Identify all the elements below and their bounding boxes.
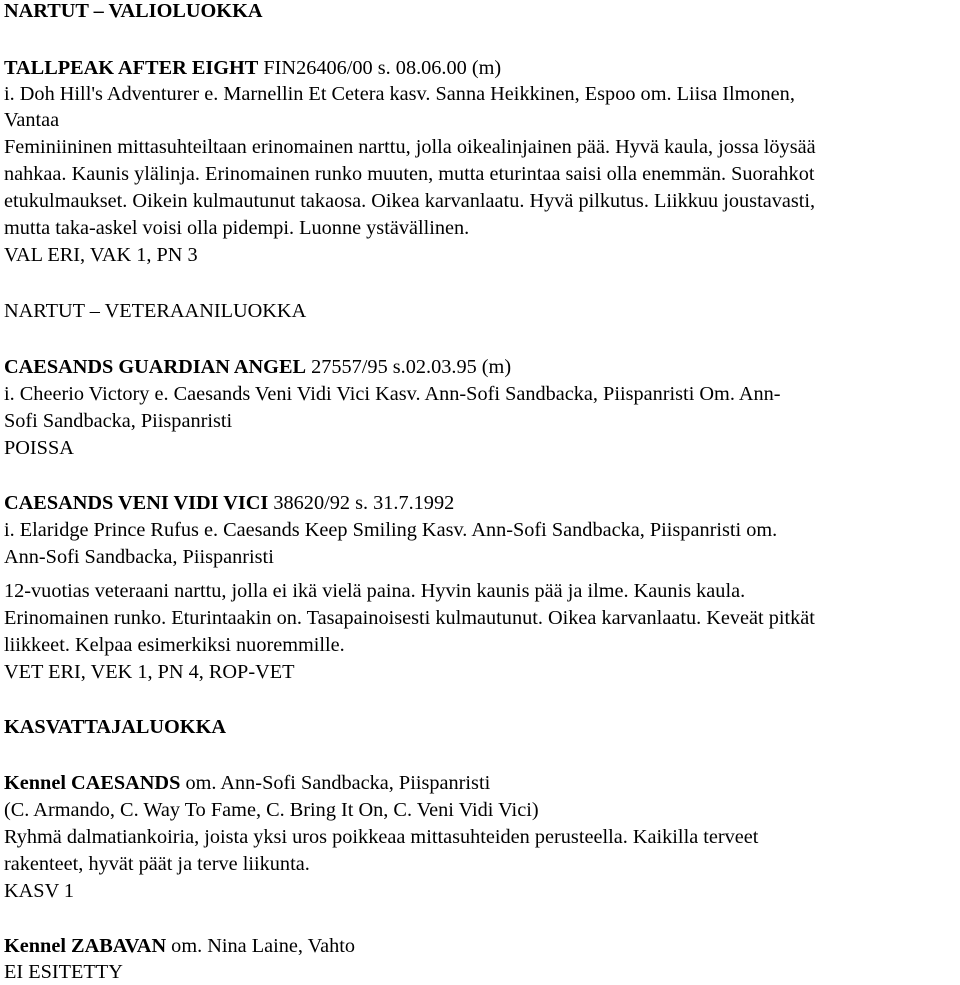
kennel-name: Kennel ZABAVAN: [4, 935, 167, 957]
entry-title-line: [4, 770, 490, 796]
result-line: KASV 1: [4, 880, 75, 902]
lineage-line: i. Cheerio Victory e. Caesands Veni Vidi Vici Kasv. Ann-Sofi Sandbacka, Piispanristi Om. Ann-: [4, 383, 781, 405]
critique-line: Erinomainen runko. Eturintaakin on. Tasapainoisesti kulmautunut. Oikea karvanlaatu. Keveät pitkät: [4, 607, 815, 629]
registration-info: 27557/95 s.02.03.95 (m): [306, 356, 512, 378]
critique-line: etukulmaukset. Oikein kulmautunut takaosa. Oikea karvanlaatu. Hyvä pilkutus. Liikkuu joustavasti,: [4, 190, 816, 212]
dog-name: CAESANDS GUARDIAN ANGEL: [4, 356, 307, 378]
critique-line: Ryhmä dalmatiankoiria, joista yksi uros poikkeaa mittasuhteiden perusteella. Kaikilla terveet: [4, 826, 759, 848]
entry-title-line: [4, 354, 511, 380]
section-heading-kasvattajaluokka: KASVATTAJALUOKKA: [4, 716, 227, 738]
registration-info: 38620/92 s. 31.7.1992: [268, 492, 455, 514]
entry-title-line: [4, 933, 355, 959]
result-line: EI ESITETTY: [4, 961, 123, 983]
result-line: VET ERI, VEK 1, PN 4, ROP-VET: [4, 661, 295, 683]
lineage-line: Vantaa: [4, 109, 60, 131]
critique-line: Feminiininen mittasuhteiltaan erinomainen narttu, jolla oikealinjainen pää. Hyvä kaula, jossa löysää: [4, 136, 816, 158]
dogs-list-line: (C. Armando, C. Way To Fame, C. Bring It On, C. Veni Vidi Vici): [4, 799, 539, 821]
result-line: VAL ERI, VAK 1, PN 3: [4, 244, 198, 266]
result-line: POISSA: [4, 437, 74, 459]
section-heading-veteraaniluokka: NARTUT – VETERAANILUOKKA: [4, 300, 307, 322]
entry-title-line: [4, 490, 454, 516]
registration-info: FIN26406/00 s. 08.06.00 (m): [258, 57, 502, 79]
critique-line: nahkaa. Kaunis ylälinja. Erinomainen runko muuten, mutta eturintaa saisi olla enemmän. Suorahkot: [4, 163, 815, 185]
critique-line: mutta taka-askel voisi olla pidempi. Luonne ystävällinen.: [4, 217, 470, 239]
dog-name: TALLPEAK AFTER EIGHT: [4, 57, 259, 79]
entry-title-line: [4, 55, 501, 81]
lineage-line: i. Elaridge Prince Rufus e. Caesands Keep Smiling Kasv. Ann-Sofi Sandbacka, Piispanristi om.: [4, 519, 778, 541]
dog-name: CAESANDS VENI VIDI VICI: [4, 492, 269, 514]
lineage-line: Sofi Sandbacka, Piispanristi: [4, 410, 233, 432]
owner-info: om. Ann-Sofi Sandbacka, Piispanristi: [180, 772, 491, 794]
critique-line: liikkeet. Kelpaa esimerkiksi nuoremmille.: [4, 634, 345, 656]
lineage-line: i. Doh Hill's Adventurer e. Marnellin Et Cetera kasv. Sanna Heikkinen, Espoo om. Liisa Ilmonen,: [4, 83, 795, 105]
critique-line: 12-vuotias veteraani narttu, jolla ei ikä vielä paina. Hyvin kaunis pää ja ilme. Kaunis kaula.: [4, 580, 746, 602]
critique-line: rakenteet, hyvät päät ja terve liikunta.: [4, 853, 310, 875]
section-heading-valioluokka: NARTUT – VALIOLUOKKA: [4, 0, 263, 22]
kennel-name: Kennel CAESANDS: [4, 772, 181, 794]
owner-info: om. Nina Laine, Vahto: [166, 935, 355, 957]
lineage-line: Ann-Sofi Sandbacka, Piispanristi: [4, 546, 274, 568]
